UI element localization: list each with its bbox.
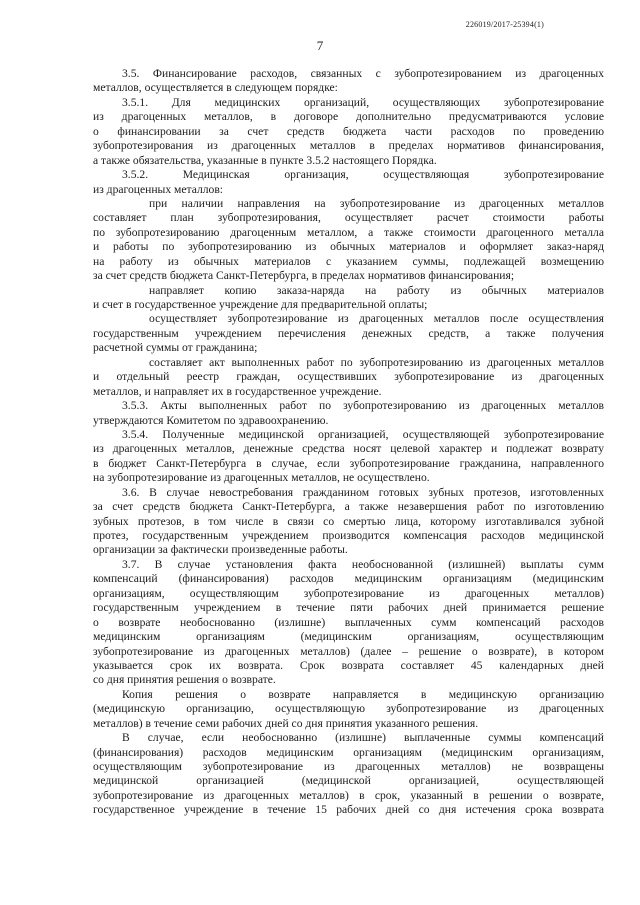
text-line: на зубопротезирование из драгоценных металлов, не осуществлено. xyxy=(93,471,430,485)
text-line: государственное учреждение в течение 15 рабочих дней со дня истечения срока возврата xyxy=(93,803,604,817)
text-line: медицинским организациям (медицинским организациям, осуществляющим xyxy=(93,630,604,644)
text-line: медицинской организацией (медицинской организацией, осуществляющей xyxy=(93,774,604,788)
text-line: со дня принятия решения о возврате. xyxy=(93,673,276,687)
text-line: зубопротезирование из драгоценных металлов) в срок, указанный в решении о возврате, xyxy=(93,788,604,802)
text-line: металлов) в течение семи рабочих дней со дня принятия указанного решения. xyxy=(93,716,479,730)
text-line: за счет средств бюджета Санкт-Петербурга, а также незавершения работ по изготовлению xyxy=(93,500,604,514)
text-line: и счет в государственное учреждение для предварительной оплаты; xyxy=(93,298,428,311)
text-line: 3.5.4. Полученные медицинской организацией, осуществляющей зубопротезирование xyxy=(122,427,604,441)
text-line: зубных протезов, в том числе в связи со смертью лица, которому изготавливался зубной xyxy=(93,514,604,528)
document-body xyxy=(93,67,604,818)
text-line: за счет средств бюджета Санкт-Петербурга, в пределах нормативов финансирования; xyxy=(93,269,515,283)
text-line: из драгоценных металлов, в договоре дополнительно предусматриваются условие xyxy=(93,110,604,124)
text-line: протез, государственным учреждением производится компенсация расходов медицинской xyxy=(93,529,604,542)
text-line: 3.5.2. Медицинская организация, осуществляющая зубопротезирование xyxy=(122,168,604,182)
text-line: (медицинскую организацию, осуществляющую зубопротезирование из драгоценных xyxy=(93,702,604,716)
text-line: зубопротезирования из драгоценных металлов в пределах нормативов финансирования, xyxy=(93,139,604,153)
text-line: о финансировании за счет средств бюджета части расходов по проведению xyxy=(93,124,604,138)
text-line: из драгоценных металлов, денежные средства носят целевой характер и подлежат возврату xyxy=(93,442,604,456)
text-line: государственным учреждением в течение пяти рабочих дней принимается решение xyxy=(93,601,604,615)
text-line: металлов, осуществляется в следующем порядке: xyxy=(93,81,338,95)
text-line: В случае, если необоснованно (излишне) выплаченные суммы компенсаций xyxy=(122,731,604,745)
text-line: 3.5. Финансирование расходов, связанных с зубопротезированием из драгоценных xyxy=(122,67,604,80)
text-line: при наличии направления на зубопротезирование из драгоценных металлов xyxy=(149,196,604,210)
text-line: (финансирования) расходов медицинским организациям (медицинским организациям, xyxy=(93,745,604,759)
text-line: направляет копию заказа-наряда на работу из обычных материалов xyxy=(149,283,604,297)
text-line: Копия решения о возврате направляется в медицинскую организацию xyxy=(122,687,604,701)
text-line: из драгоценных металлов: xyxy=(93,182,224,196)
text-line: на работу из обычных материалов с указанием суммы, подлежащей возмещению xyxy=(93,254,604,268)
text-line: зубопротезирование из драгоценных металлов) (далее – решение о возврате), в котором xyxy=(93,644,604,658)
text-line: и работы по зубопротезированию из обычных материалов и оформляет заказ-наряд xyxy=(93,240,604,254)
text-line: а также обязательства, указанные в пункте 3.5.2 настоящего Порядка. xyxy=(93,153,437,167)
text-line: о возврате необоснованно (излишне) выплаченных сумм компенсаций расходов xyxy=(93,615,604,629)
text-line: в бюджет Санкт-Петербурга в случае, если зубопротезирование гражданина, направленного xyxy=(93,456,604,470)
text-line: по зубопротезированию драгоценным металлом, а также стоимости драгоценного металла xyxy=(93,225,604,239)
text-line: расчетной суммы от гражданина; xyxy=(93,341,258,355)
document-number: 226019/2017-25394(1) xyxy=(465,20,544,29)
text-line: 3.5.1. Для медицинских организаций, осуществляющих зубопротезирование xyxy=(122,95,604,109)
text-line: осуществляет зубопротезирование из драгоценных металлов после осуществления xyxy=(149,312,604,326)
text-line: 3.5.3. Акты выполненных работ по зубопротезированию из драгоценных металлов xyxy=(122,399,604,413)
text-line: указывается срок их возврата. Срок возврата составляет 45 календарных дней xyxy=(93,658,604,672)
page-number: 7 xyxy=(316,38,324,53)
text-line: компенсаций (финансирования) расходов медицинским организациям (медицинским xyxy=(93,572,604,586)
text-line: организации за фактически произведенные работы. xyxy=(93,543,348,557)
text-line: государственным учреждением перечисления денежных средств, а также получения xyxy=(93,326,604,340)
text-line: 3.6. В случае невостребования гражданином готовых зубных протезов, изготовленных xyxy=(122,485,604,499)
text-line: организациям, осуществляющим зубопротезирование из драгоценных металлов) xyxy=(93,586,604,600)
text-line: составляет акт выполненных работ по зубопротезированию из драгоценных металлов xyxy=(149,355,604,369)
text-line: металлов, и направляет их в государственное учреждение. xyxy=(93,384,382,398)
text-line: и отдельный реестр граждан, осуществивших зубопротезирование из драгоценных xyxy=(93,370,604,384)
text-line: утверждаются Комитетом по здравоохранению. xyxy=(93,413,329,427)
text-line: составляет план зубопротезирования, осуществляет расчет стоимости работы xyxy=(93,211,604,225)
text-line: осуществляющим зубопротезирование из драгоценных металлов) не возвращены xyxy=(93,760,604,773)
text-line: 3.7. В случае установления факта необоснованной (излишней) выплаты сумм xyxy=(122,557,604,571)
